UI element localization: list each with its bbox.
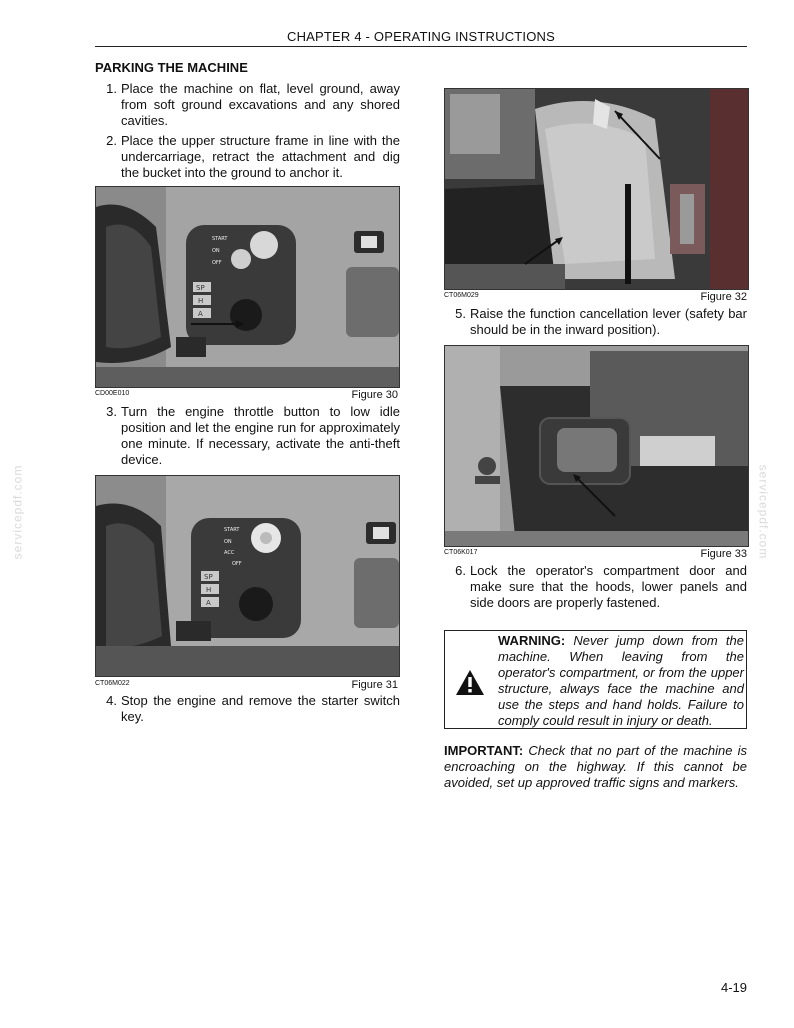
step-text: Lock the operator's compartment door and make sure that the hoods, lower panels and side doors are properly fastened.: [470, 563, 747, 610]
section-title: PARKING THE MACHINE: [95, 60, 248, 75]
important-body: Check that no part of the machine is encroaching on the highway. If this cannot be avoided, set up approved traffic signs and markers.: [444, 743, 747, 790]
step-number: 6.: [455, 563, 466, 578]
watermark-left: servicepdf.com: [10, 464, 25, 560]
mode-label: H: [206, 586, 212, 594]
page-number: 4-19: [720, 980, 747, 995]
figure-code: CD00E010: [95, 390, 130, 397]
safety-lever-illustration: [445, 89, 748, 289]
figure-label: Figure 30: [351, 389, 398, 401]
step-3: [95, 404, 400, 468]
switch-label: ON: [212, 248, 220, 254]
figure-code: CT06M022: [95, 680, 130, 687]
step-text: Stop the engine and remove the starter switch key.: [121, 693, 400, 724]
mode-label: SP: [196, 284, 205, 292]
figure-33-photo: [444, 345, 749, 547]
watermark-right: servicepdf.com: [756, 464, 771, 560]
figure-label: Figure 32: [700, 291, 747, 303]
switch-label: START: [212, 236, 228, 242]
door-lock-illustration: [445, 346, 748, 546]
step-2: [95, 133, 400, 181]
step-1: [95, 81, 400, 129]
step-number: 1.: [106, 81, 117, 96]
mode-label: A: [198, 310, 203, 318]
warning-text: [498, 633, 744, 729]
ignition-switch-illustration: [96, 476, 399, 676]
switch-label: ON: [224, 539, 232, 545]
header-rule: [95, 46, 747, 47]
figure-code: CT06M029: [444, 292, 479, 299]
figure-30-photo: [95, 186, 400, 388]
step-text: Raise the function cancellation lever (safety bar should be in the inward position).: [470, 306, 747, 337]
chapter-title: CHAPTER 4 - OPERATING INSTRUCTIONS: [286, 29, 556, 44]
step-number: 2.: [106, 133, 117, 148]
switch-label: OFF: [232, 561, 242, 567]
switch-label: ACC: [224, 550, 235, 556]
step-number: 5.: [455, 306, 466, 321]
important-heading: IMPORTANT:: [444, 743, 524, 758]
step-number: 4.: [106, 693, 117, 708]
mode-label: A: [206, 599, 211, 607]
switch-label: START: [224, 527, 240, 533]
step-text: Turn the engine throttle button to low idle position and let the engine run for approximately one minute. If necessary, activate the anti-theft device.: [121, 404, 400, 467]
step-text: Place the upper structure frame in line with the undercarriage, retract the attachment and dig the bucket into the ground to anchor it.: [121, 133, 400, 180]
switch-label: OFF: [212, 260, 222, 266]
figure-32-photo: [444, 88, 749, 290]
figure-label: Figure 33: [700, 548, 747, 560]
step-number: 3.: [106, 404, 117, 419]
step-text: Place the machine on flat, level ground, away from soft ground excavations and any shored cavities.: [121, 81, 400, 128]
mode-label: SP: [204, 573, 213, 581]
warning-heading: WARNING:: [498, 633, 566, 648]
important-note: [444, 743, 747, 791]
warning-body: Never jump down from the machine. When leaving from the operator's compartment, or from the upper structure, always face the machine and use the steps and hand holds. Failure to comply could result in injury or death.: [498, 633, 744, 728]
step-4: [95, 693, 400, 725]
figure-code: CT06K017: [444, 549, 478, 556]
warning-box: [444, 630, 747, 729]
ignition-panel-illustration: [96, 187, 399, 387]
figure-label: Figure 31: [351, 679, 398, 691]
mode-label: H: [198, 297, 204, 305]
figure-31-photo: [95, 475, 400, 677]
warning-triangle-icon: [455, 669, 485, 701]
step-5: [444, 306, 747, 338]
left-column: [95, 60, 400, 181]
step-6: [444, 563, 747, 611]
